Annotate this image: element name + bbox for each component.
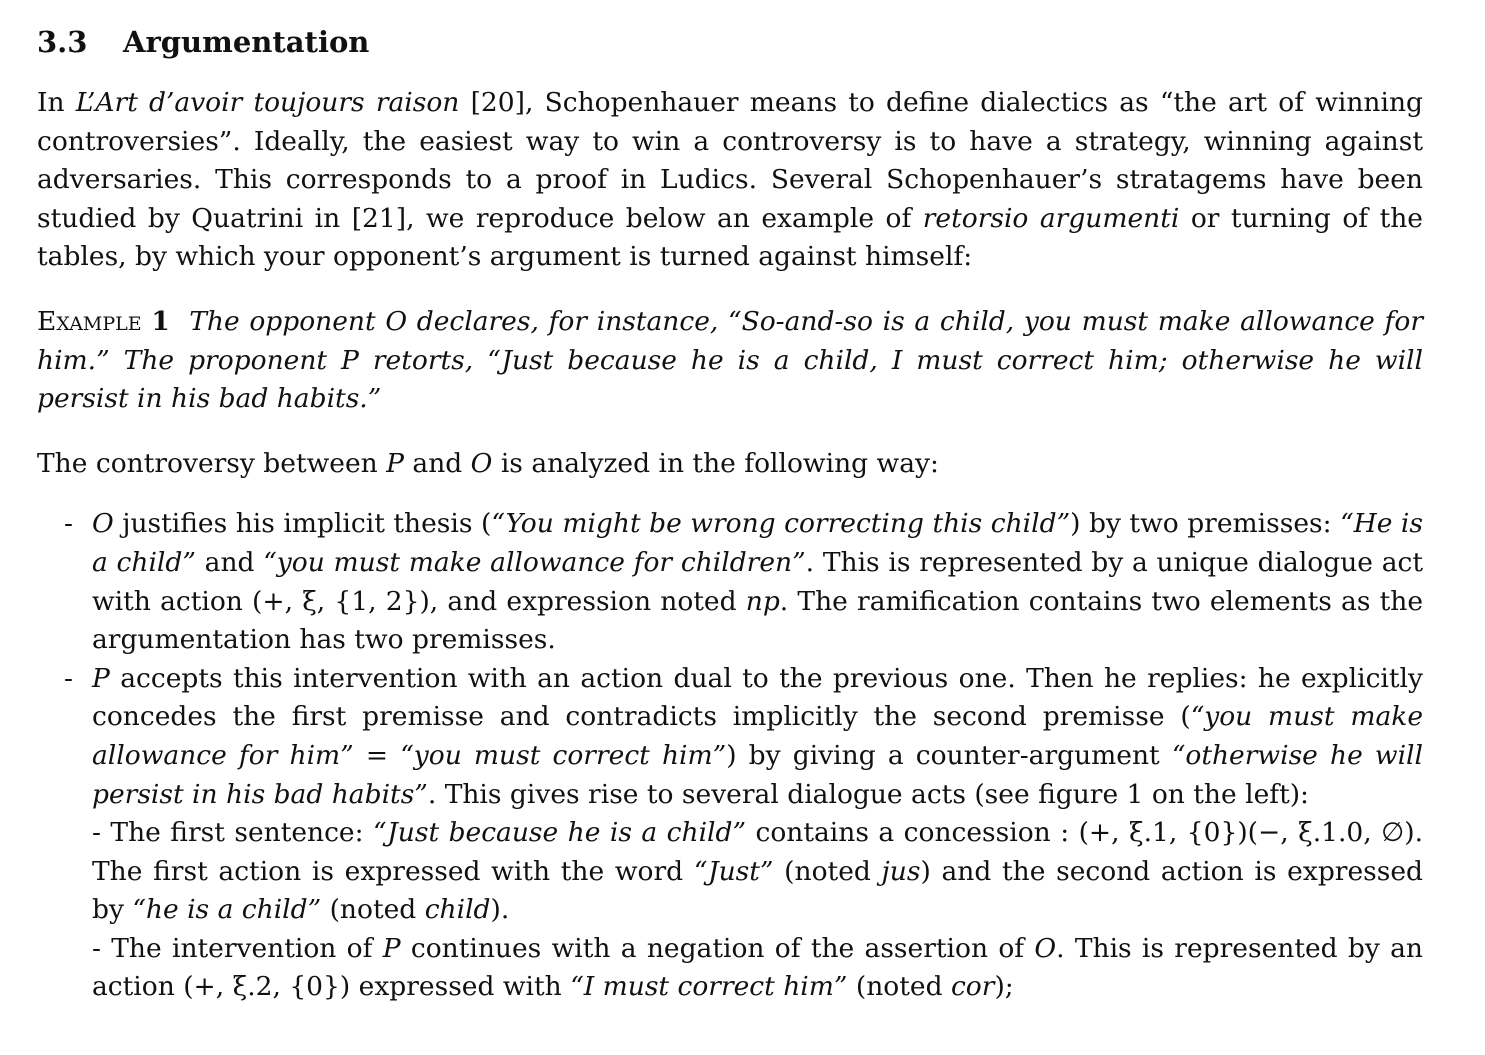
- text-run: continues with a negation of the assertion of: [400, 932, 1035, 964]
- quote: “He is a child”: [92, 508, 1423, 578]
- list-item: [64, 505, 1423, 659]
- text-run: is analyzed in the following way:: [492, 447, 939, 479]
- analysis-intro-paragraph: [37, 445, 1423, 484]
- text-run: [20], Schopenhauer means to define dialectics as “the art of winning controversies”. Ideally, the easiest way to win a controversy is to have a strategy, winning against adversaries. This corresponds to a proof in Ludics. Several Schopenhauer’s stratagems have been studied by Quatrini in [21], we reproduce below an example of: [37, 87, 1423, 234]
- latin-term: retorsio argumenti: [922, 202, 1180, 234]
- math-var: child: [424, 894, 491, 926]
- quote: “Just”: [693, 855, 774, 887]
- example-number: 1: [151, 305, 170, 337]
- section-title: Argumentation: [123, 25, 370, 59]
- quote: “otherwise he will persist in his bad habits”: [92, 739, 1424, 810]
- math-var: P: [382, 932, 401, 964]
- math-var: P: [386, 447, 404, 479]
- analysis-list: [37, 505, 1423, 1007]
- quote: “you must make allowance for children”: [263, 546, 806, 578]
- quote: “you must make allowance for him” = “you must correct him”: [92, 701, 1424, 771]
- text-run: accepts this intervention with an action dual to the previous one. Then he replies: he explicitly concedes the first premisse and contradicts implicitly the second premisse (: [92, 662, 1423, 733]
- text-run: ) and the second action is expressed by: [92, 855, 1423, 926]
- text-run: In: [37, 87, 76, 118]
- math-var: np: [745, 585, 780, 617]
- math-var: P: [92, 662, 110, 694]
- sub-point-first-sentence: [92, 814, 1423, 930]
- math-var: cor: [950, 971, 995, 1003]
- text-run: and: [403, 447, 471, 479]
- section-number: 3.3: [37, 25, 88, 59]
- text-run: (noted: [773, 855, 882, 887]
- text-run: ) by giving a counter-argument: [726, 739, 1172, 771]
- text-run: (noted: [321, 894, 425, 926]
- quote: “Just because he is a child”: [373, 817, 747, 849]
- math-var: O: [470, 447, 493, 479]
- text-run: contains a concession : (+, ξ.1, {0})(−, ξ.1.0, ∅). The first action is expressed with the word: [92, 817, 1423, 887]
- text-run: . This is represented by a unique dialogue act with action (+, ξ, {1, 2}), and expression noted: [92, 546, 1423, 617]
- text-run: ) by two premisses:: [1070, 508, 1341, 540]
- text-run: ).: [490, 894, 510, 926]
- list-dash: -: [64, 508, 73, 540]
- example-label: Example: [37, 305, 142, 337]
- text-run: justifies his implicit thesis (: [113, 508, 492, 540]
- intro-paragraph: [37, 84, 1423, 277]
- text-run: and: [195, 546, 264, 578]
- quote: “You might be wrong correcting this child”: [491, 508, 1071, 540]
- text-run: );: [994, 971, 1014, 1003]
- example-text: The opponent O declares, for instance, “So-and-so is a child, you must make allowance for him.” The proponent P retorts, “Just because he is a child, I must correct him; otherwise he will persist in his bad habits.”: [37, 305, 1423, 415]
- sub-point-negation: [92, 930, 1423, 1007]
- quote: “he is a child”: [132, 894, 322, 926]
- math-var: jus: [881, 855, 921, 887]
- text-run: . This is represented by an action (+, ξ.2, {0}) expressed with: [92, 932, 1424, 1003]
- list-dash: -: [64, 662, 73, 694]
- book-title: L’Art d’avoir toujours raison: [75, 87, 460, 118]
- text-run: (noted: [847, 971, 951, 1003]
- quote: “I must correct him”: [570, 971, 848, 1003]
- text-run: The controversy between: [37, 447, 387, 479]
- list-item: [64, 660, 1424, 1007]
- text-run: - The intervention of: [92, 932, 383, 964]
- text-run: . The ramification contains two elements as the argumentation has two premisses.: [92, 585, 1423, 656]
- example-block: [37, 303, 1423, 419]
- math-var: O: [92, 508, 114, 540]
- text-run: . This gives rise to several dialogue acts (see figure 1 on the left):: [427, 778, 1309, 810]
- section-heading: [37, 22, 1423, 62]
- text-run: or turning of the tables, by which your opponent’s argument is turned against himself:: [37, 202, 1423, 273]
- text-run: - The first sentence:: [92, 817, 374, 849]
- math-var: O: [1034, 932, 1057, 964]
